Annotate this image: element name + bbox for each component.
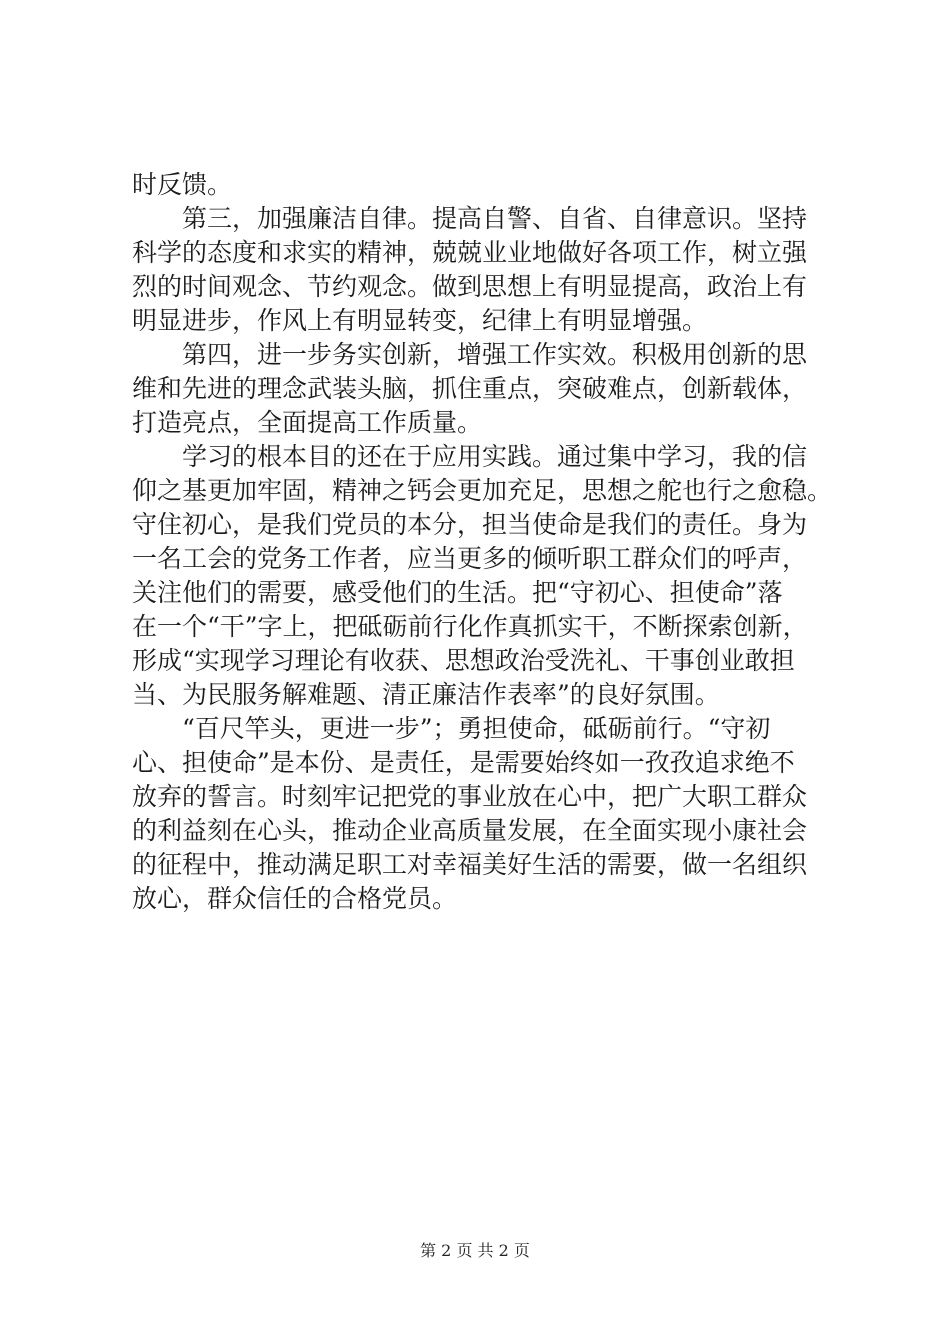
text-line: 形成“实现学习理论有收获、思想政治受洗礼、干事创业敢担 — [132, 646, 795, 675]
text-line: 一名工会的党务工作者，应当更多的倾听职工群众们的呼声， — [132, 544, 808, 573]
text-line: 科学的态度和求实的精神，兢兢业业地做好各项工作，树立强 — [132, 238, 808, 267]
text-line: 心、担使命”是本份、是责任，是需要始终如一孜孜追求绝不 — [132, 748, 795, 777]
text-line: 放心，群众信任的合格党员。 — [132, 884, 458, 913]
paragraph-first-line: “百尺竿头，更进一步”；勇担使命，砥砺前行。“守初 — [182, 714, 771, 743]
text-line: 明显进步，作风上有明显转变，纪律上有明显增强。 — [132, 306, 708, 335]
text-line: 打造亮点，全面提高工作质量。 — [132, 408, 483, 437]
text-line: 的利益刻在心头，推动企业高质量发展，在全面实现小康社会 — [132, 816, 808, 845]
text-line: 守住初心，是我们党员的本分，担当使命是我们的责任。身为 — [132, 510, 808, 539]
text-line: 烈的时间观念、节约观念。做到思想上有明显提高，政治上有 — [132, 272, 808, 301]
text-line: 放弃的誓言。时刻牢记把党的事业放在心中，把广大职工群众 — [132, 782, 808, 811]
text-line: 维和先进的理念武装头脑，抓住重点，突破难点，创新载体， — [132, 374, 808, 403]
paragraph-first-line: 第四，进一步务实创新，增强工作实效。积极用创新的思 — [182, 340, 808, 369]
text-line: 关注他们的需要，感受他们的生活。把“守初心、担使命”落 — [132, 578, 783, 607]
text-line: 的征程中，推动满足职工对幸福美好生活的需要，做一名组织 — [132, 850, 808, 879]
text-line: 仰之基更加牢固，精神之钙会更加充足，思想之舵也行之愈稳。 — [132, 476, 833, 505]
text-line: 在一个“干”字上，把砥砺前行化作真抓实干，不断探索创新， — [132, 612, 808, 641]
page-footer: 第 2 页 共 2 页 — [420, 1241, 530, 1260]
text-line: 时反馈。 — [132, 170, 233, 199]
paragraph-first-line: 学习的根本目的还在于应用实践。通过集中学习，我的信 — [182, 442, 808, 471]
paragraph-first-line: 第三，加强廉洁自律。提高自警、自省、自律意识。坚持 — [182, 204, 808, 233]
text-line: 当、为民服务解难题、清正廉洁作表率”的良好氛围。 — [132, 680, 720, 709]
